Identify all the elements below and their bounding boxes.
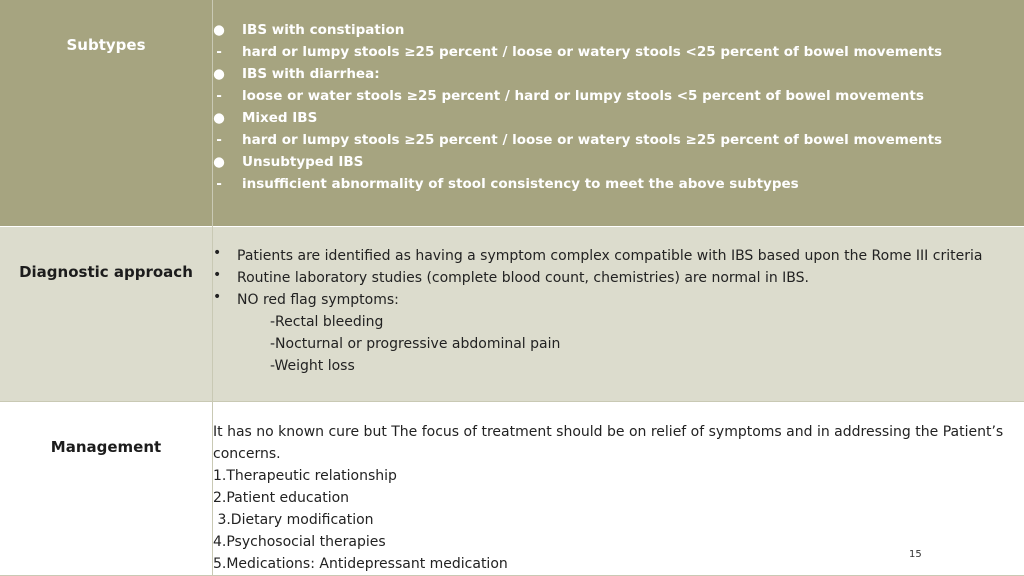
page-number: 15 — [909, 549, 922, 560]
bullet-marker: ● — [213, 66, 225, 82]
subtype-line — [213, 19, 1024, 41]
bullet-marker: • — [213, 289, 222, 305]
management-intro — [213, 443, 1024, 465]
bullet-marker: ● — [213, 110, 225, 126]
subtype-text: IBS with diarrhea: — [242, 66, 380, 82]
management-item-text: 1.Therapeutic relationship — [213, 468, 397, 484]
dash-marker: - — [216, 176, 222, 192]
red-flag-text: -Nocturnal or progressive abdominal pain — [270, 336, 561, 352]
red-flag-text: -Weight loss — [270, 358, 355, 374]
management-item — [213, 531, 1024, 553]
bullet-marker: ● — [213, 22, 225, 38]
management-item-text: 4.Psychosocial therapies — [213, 534, 386, 550]
subtype-text: Mixed IBS — [242, 110, 318, 126]
diagnostic-bullet — [213, 267, 1024, 289]
dash-marker: - — [216, 132, 222, 148]
red-flag-item — [213, 355, 1024, 377]
subtype-line — [213, 151, 1024, 173]
management-intro — [213, 421, 1024, 443]
subtype-line — [213, 63, 1024, 85]
diagnostic-bullet — [213, 245, 1024, 267]
bullet-marker: • — [213, 245, 222, 261]
diagnostic-row — [0, 226, 1024, 401]
subtype-line — [213, 129, 1024, 151]
column-divider — [212, 0, 213, 576]
red-flag-item — [213, 333, 1024, 355]
subtype-line — [213, 41, 1024, 63]
subtype-text: hard or lumpy stools ≥25 percent / loose or watery stools ≥25 percent of bowel movements — [242, 132, 943, 148]
red-flag-item — [213, 311, 1024, 333]
management-content — [213, 421, 1024, 575]
subtype-line — [213, 107, 1024, 129]
subtype-text: hard or lumpy stools ≥25 percent / loose or watery stools <25 percent of bowel movements — [242, 44, 943, 60]
management-intro-text: It has no known cure but The focus of treatment should be on relief of symptoms and in addressing the Patient’s — [213, 424, 1004, 440]
management-item — [213, 487, 1024, 509]
red-flag-text: -Rectal bleeding — [270, 314, 384, 330]
management-label: Management — [50, 438, 162, 456]
bullet-marker: ● — [213, 154, 225, 170]
management-item — [213, 509, 1024, 531]
subtype-line — [213, 173, 1024, 195]
subtype-text: loose or water stools ≥25 percent / hard or lumpy stools <5 percent of bowel movements — [242, 88, 924, 104]
subtype-text: Unsubtyped IBS — [242, 154, 364, 170]
subtypes-content — [213, 19, 1024, 195]
diagnostic-text: NO red flag symptoms: — [237, 292, 399, 308]
subtype-text: insufficient abnormality of stool consistency to meet the above subtypes — [242, 176, 799, 192]
subtype-text: IBS with constipation — [242, 22, 405, 38]
management-item-text: 5.Medications: Antidepressant medication — [213, 556, 508, 572]
management-row — [0, 401, 1024, 576]
diagnostic-bullet — [213, 289, 1024, 311]
dash-marker: - — [216, 44, 222, 60]
bullet-marker: • — [213, 267, 222, 283]
management-item — [213, 553, 1024, 575]
subtype-line — [213, 85, 1024, 107]
subtypes-label: Subtypes — [66, 36, 146, 54]
management-item — [213, 465, 1024, 487]
subtypes-row — [0, 0, 1024, 226]
dash-marker: - — [216, 88, 222, 104]
diagnostic-content — [213, 245, 1024, 377]
diagnostic-label: Diagnostic approach — [19, 263, 193, 281]
management-item-text: 3.Dietary modification — [213, 512, 374, 528]
management-item-text: 2.Patient education — [213, 490, 350, 506]
diagnostic-text: Patients are identified as having a symptom complex compatible with IBS based upon the Rome III criteria — [237, 248, 983, 264]
management-intro-text: concerns. — [213, 446, 281, 462]
diagnostic-text: Routine laboratory studies (complete blood count, chemistries) are normal in IBS. — [237, 270, 809, 286]
